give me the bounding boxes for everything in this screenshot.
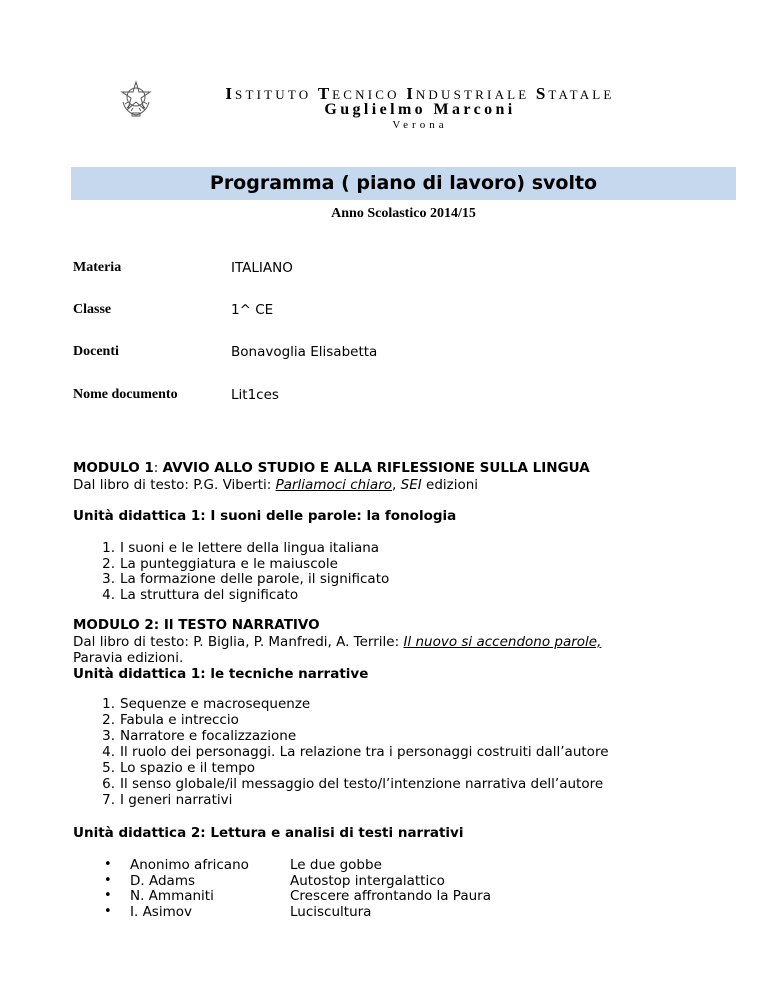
list-item-number: 2. [102,712,115,728]
list-item-number: 3. [102,728,115,744]
list-item-number: 1. [102,696,115,712]
meta-label-docenti: Docenti [73,344,119,359]
list-item-number: 5. [102,760,115,776]
list-item-text: Il ruolo dei personaggi. La relazione tra i personaggi costruiti dall’autore [120,744,609,760]
bullet-icon: • [104,888,112,903]
bullet-icon: • [104,903,112,919]
modulo1-title: AVVIO ALLO STUDIO E ALLA RIFLESSIONE SULLA LINGUA [162,460,590,476]
school-year: Anno Scolastico 2014/15 [331,206,476,221]
list-item-number: 6. [102,776,115,792]
meta-label-classe: Classe [73,302,112,317]
list-item-text: Narratore e focalizzazione [120,728,297,744]
modulo2-unit2-title: Unità didattica 2: Lettura e analisi di testi narrativi [73,825,464,841]
meta-value-materia: ITALIANO [231,260,293,276]
list-item-text: La punteggiatura e le maiuscole [120,555,338,572]
meta-label-nome-documento: Nome documento [73,387,178,402]
page-title: Programma ( piano di lavoro) svolto [209,172,598,194]
reading-author: N. Ammaniti [130,888,214,904]
meta-label-materia: Materia [73,260,122,275]
list-item-number: 1. [102,540,115,556]
list-item-text: Lo spazio e il tempo [120,760,256,776]
modulo1-source-prefix: Dal libro di testo: P.G. Viberti: [73,477,276,493]
modulo1-heading [73,460,590,476]
modulo1-separator: : [153,460,163,476]
list-item-text: Fabula e intreccio [120,712,239,728]
modulo2-unit1-title: Unità didattica 1: le tecniche narrative [73,666,369,682]
school-name-text: ISTITUTO TECNICO INDUSTRIALE STATALE [225,84,615,103]
modulo2-source-prefix: Dal libro di testo: P. Biglia, P. Manfredi, A. Terrile: [73,634,404,650]
reading-work: Autostop intergalattico [290,872,445,889]
modulo2-book-title: Il nuovo si accendono parole, [403,634,602,650]
page-title-banner [71,167,736,200]
modulo1-comma: , [392,477,401,493]
modulo1-label: MODULO 1 [73,460,154,476]
reading-author: I. Asimov [130,903,192,920]
list-item-number: 4. [102,586,115,603]
bullet-icon: • [104,857,112,872]
list-item-number: 7. [102,792,115,808]
school-subtitle: Guglielmo Marconi [324,101,516,118]
meta-value-nome-documento: Lit1ces [231,387,279,403]
reading-work: Le due gobbe [290,857,382,873]
modulo1-book-title: Parliamoci chiaro [275,477,393,493]
modulo2-heading: MODULO 2: Il TESTO NARRATIVO [73,617,320,633]
list-item-text: Sequenze e macrosequenze [120,696,311,712]
modulo2-source-line2: Paravia edizioni. [73,650,184,666]
reading-work: Luciscultura [290,903,372,920]
modulo1-source-suffix: edizioni [421,477,479,493]
modulo1-unit1-title: Unità didattica 1: I suoni delle parole: la fonologia [73,508,457,524]
meta-value-docenti: Bonavoglia Elisabetta [231,344,378,360]
modulo1-source [73,477,478,493]
list-item-number: 4. [102,744,115,760]
school-city: Verona [392,119,448,131]
list-item-number: 3. [102,571,115,587]
meta-value-classe: 1^ CE [231,302,274,318]
list-item-text: I suoni e le lettere della lingua italiana [120,540,380,556]
list-item-text: La formazione delle parole, il significato [120,571,390,587]
list-item-text: La struttura del significato [120,586,299,603]
list-item-text: Il senso globale/il messaggio del testo/l’intenzione narrativa dell’autore [120,776,604,792]
list-item-text: I generi narrativi [120,792,233,808]
reading-author: Anonimo africano [130,857,249,873]
modulo2-source [73,634,601,650]
italian-republic-emblem-icon [119,80,153,118]
reading-work: Crescere affrontando la Paura [290,888,491,904]
list-item-number: 2. [102,555,115,572]
bullet-icon: • [104,872,112,888]
modulo1-publisher: SEI [400,477,422,493]
reading-author: D. Adams [130,872,196,889]
